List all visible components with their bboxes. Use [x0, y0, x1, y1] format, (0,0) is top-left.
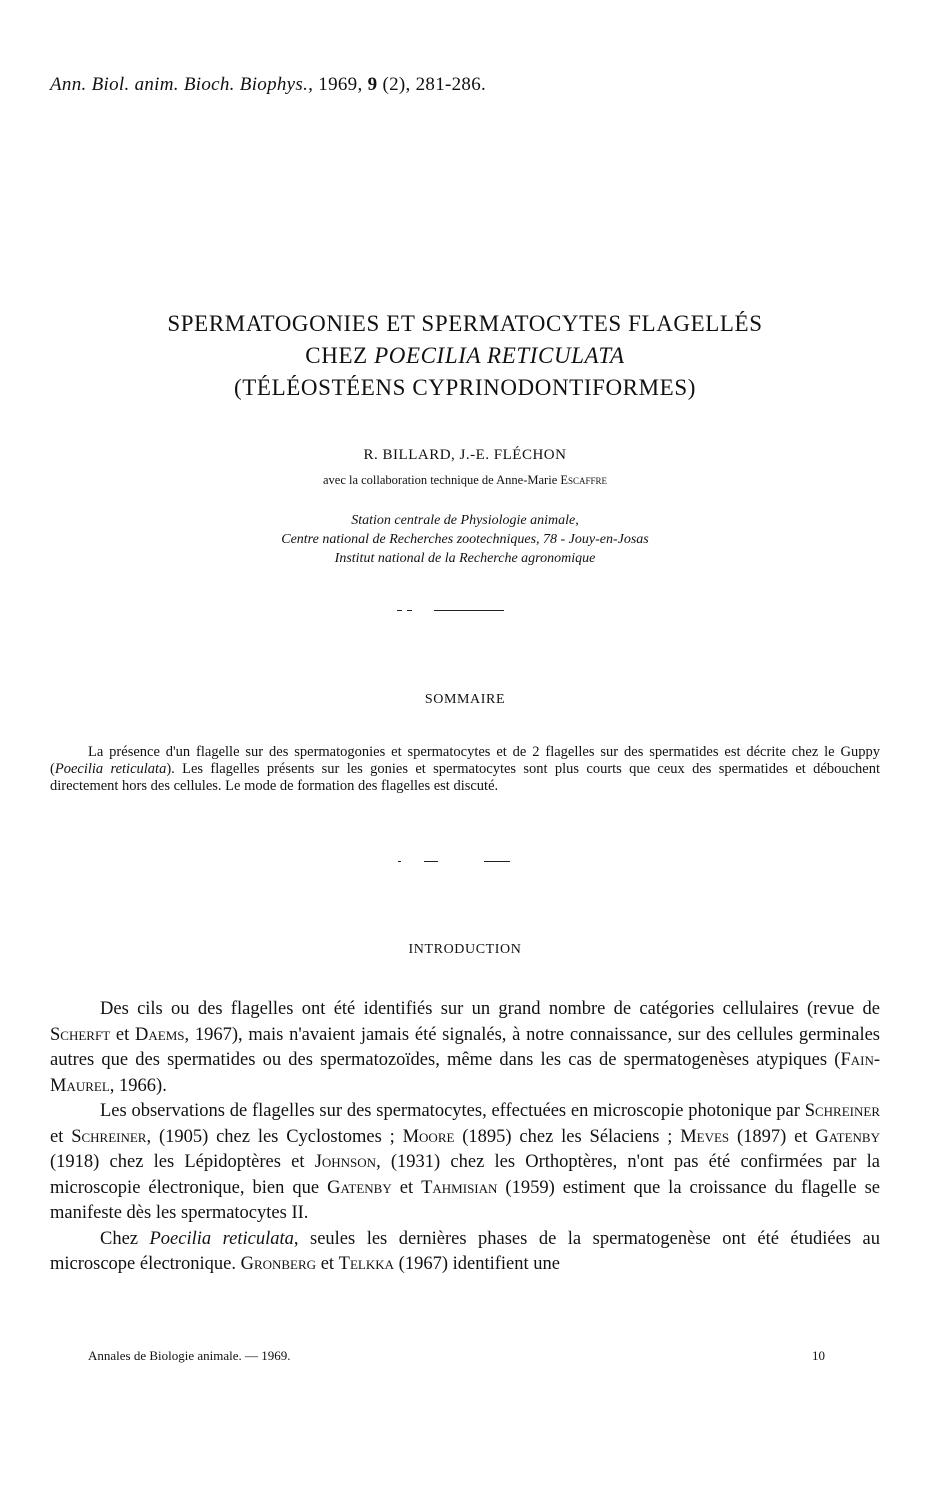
separator-dash — [397, 610, 402, 611]
text-run: Les observations de flagelles sur des spermatocytes, effectuées en microscopie photonique par — [100, 1101, 805, 1121]
text-run: et — [50, 1126, 72, 1147]
journal-citation — [50, 74, 486, 96]
introduction-body — [50, 997, 880, 1278]
text-run: et — [316, 1254, 339, 1274]
collaboration-note — [0, 473, 930, 488]
title-line-2 — [0, 340, 930, 372]
footer-signature-number: 10 — [812, 1348, 825, 1363]
summary-part-2: ). Les flagelles présents sur les gonies et spermatocytes sont plus courts que ceux des spermatides et débouchent directement hors des cellules. Le mode de formation des flagelles est discuté. — [50, 761, 880, 794]
text-run: Chez — [100, 1228, 150, 1249]
separator-rule — [484, 861, 510, 862]
footer-journal: Annales de Biologie animale. — 1969. — [88, 1348, 291, 1363]
text-run: (1959) estiment que la croissance du flagelle se manifeste dès les spermatocytes II. — [50, 1177, 881, 1223]
author-name: Gatenby — [327, 1177, 392, 1198]
author-name: Schreiner — [71, 1126, 147, 1147]
journal-pages: (2), 281-286. — [382, 74, 487, 95]
collaborator-name: Escaffre — [560, 473, 608, 487]
title-line-3: (TÉLÉOSTÉENS CYPRINODONTIFORMES) — [234, 375, 696, 400]
summary-part-1: La présence d'un flagelle sur des spermatogonies et spermatocytes et de 2 flagelles sur des spermatides est décrite chez le Guppy ( — [50, 744, 880, 777]
separator-dash — [407, 610, 412, 611]
author-name: Meves — [680, 1126, 730, 1147]
text-run: , seules les dernières phases de la spermatogenèse ont été étudiées au microscope électronique. — [50, 1228, 880, 1274]
text-run: , (1905) chez les Cyclostomes ; — [146, 1126, 403, 1147]
text-run: (1967) identifient une — [394, 1254, 560, 1274]
paragraph — [50, 1227, 880, 1278]
journal-name: Ann. Biol. anim. Bioch. Biophys., — [50, 74, 314, 95]
affiliation — [0, 511, 930, 568]
author-name: Fain-Maurel — [50, 1050, 880, 1096]
author-name: Telkka — [338, 1254, 395, 1274]
authors: R. BILLARD, J.-E. FLÉCHON — [363, 447, 567, 463]
paragraph — [50, 997, 880, 1099]
separator-dash — [398, 861, 401, 862]
text-run: , 1966). — [109, 1075, 167, 1096]
author-name: Daems — [135, 1024, 185, 1045]
separator-dash — [424, 861, 438, 862]
author-name: Schreiner — [804, 1101, 880, 1121]
author-name: Gatenby — [815, 1126, 880, 1147]
summary-heading: SOMMAIRE — [424, 692, 506, 707]
title-line-2-prefix: CHEZ — [305, 343, 368, 368]
text-run: (1895) chez les Sélaciens ; — [454, 1126, 681, 1147]
collaboration-prefix: avec la collaboration technique de Anne-Marie — [322, 473, 558, 487]
paper-title — [0, 308, 930, 404]
title-line-1: SPERMATOGONIES ET SPERMATOCYTES FLAGELLÉS — [167, 311, 763, 336]
text-run: (1918) chez les Lépidoptères et — [50, 1152, 315, 1172]
species-name: Poecilia reticulata — [149, 1228, 294, 1249]
text-run: , 1967), mais n'avaient jamais été signalés, à notre connaissance, sur des cellules germinales autres que des spermatides ou des spermatozoïdes, même dans les cas de spermatogenèses atypiques ( — [50, 1024, 881, 1070]
separator-rule — [434, 610, 504, 611]
summary-species: Poecilia reticulata — [54, 761, 167, 777]
text-run: , (1931) chez les Orthoptères, n'ont pas été confirmées par la microscopie électronique, bien que — [50, 1152, 880, 1198]
author-name: Moore — [402, 1126, 455, 1147]
text-run: et — [110, 1024, 135, 1045]
affiliation-line-1: Station centrale de Physiologie animale, — [351, 513, 579, 528]
introduction-heading: INTRODUCTION — [408, 942, 522, 957]
author-name: Johnson — [314, 1152, 377, 1172]
summary-text — [50, 744, 880, 795]
journal-volume: 9 — [367, 74, 378, 95]
journal-year: 1969, — [318, 74, 363, 95]
title-species: POECILIA RETICULATA — [374, 343, 625, 368]
author-name: Gronberg — [240, 1254, 317, 1274]
paragraph — [50, 1099, 880, 1227]
text-run: (1897) et — [729, 1126, 816, 1147]
author-name: Scherft — [50, 1024, 111, 1045]
text-run: Des cils ou des flagelles ont été identifiés sur un grand nombre de catégories cellulaires (revue de — [100, 999, 880, 1019]
affiliation-line-3: Institut national de la Recherche agronomique — [334, 551, 596, 566]
text-run: et — [391, 1177, 422, 1198]
affiliation-line-2: Centre national de Recherches zootechniques, 78 - Jouy-en-Josas — [281, 532, 649, 547]
author-name: Tahmisian — [421, 1177, 498, 1198]
